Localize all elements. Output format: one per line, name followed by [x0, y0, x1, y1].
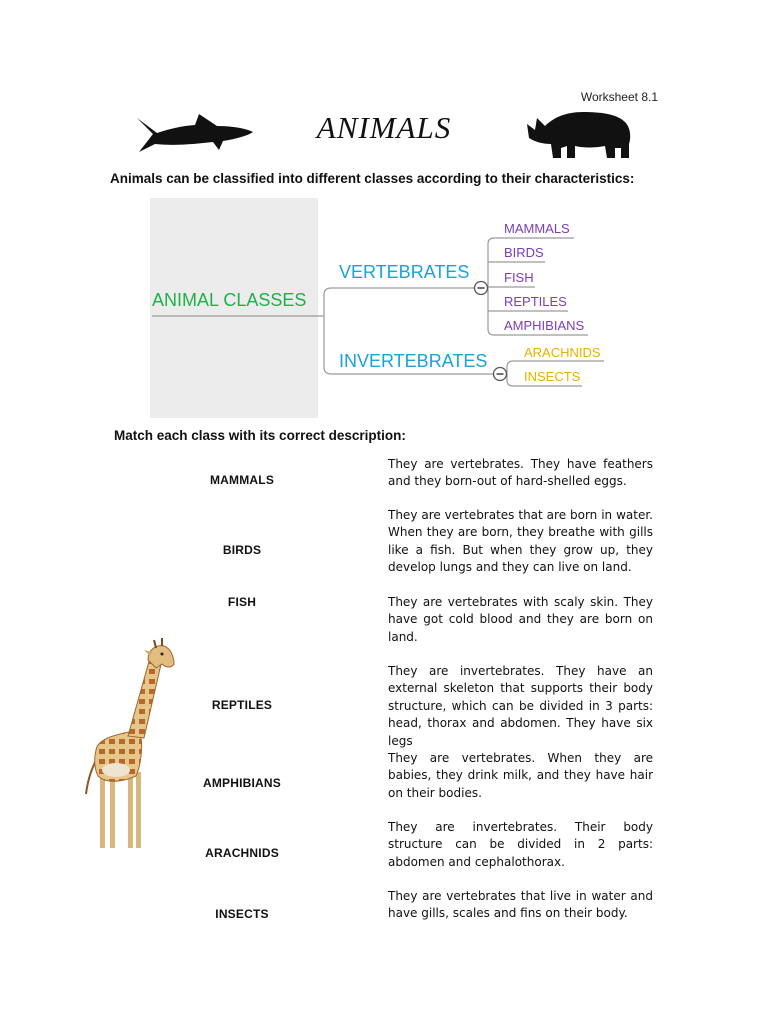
page-title: ANIMALS — [316, 110, 452, 145]
description-2: They are vertebrates that are born in water. When they are born, they breathe with gills like a fish. But when they grow up, they develop lungs and they can live on land. — [388, 508, 653, 575]
mindmap-leaf-amphibians: AMPHIBIANS — [504, 318, 585, 333]
class-label-fish: FISH — [227, 595, 257, 609]
description-3: They are vertebrates with scaly skin. They have got cold blood and they are born on land. — [388, 595, 653, 644]
mindmap-vertebrates-label: VERTEBRATES — [339, 262, 470, 282]
mindmap-root-label: ANIMAL CLASSES — [152, 290, 307, 310]
class-label-insects: INSECTS — [215, 907, 269, 921]
class-label-arachnids: ARACHNIDS — [205, 846, 279, 860]
class-label-mammals: MAMMALS — [209, 473, 275, 487]
class-label-amphibians: AMPHIBIANS — [202, 776, 281, 790]
mindmap-leaf-insects: INSECTS — [524, 369, 581, 384]
description-1: They are vertebrates. They have feathers and they born-out of hard-shelled eggs. — [388, 457, 653, 489]
giraffe-illustration — [78, 638, 180, 852]
mindmap-leaf-reptiles: REPTILES — [504, 294, 567, 309]
description-5: They are vertebrates. When they are babies, they drink milk, and they have hair on their bodies. — [388, 751, 653, 800]
description-4: They are invertebrates. They have an external skeleton that supports their body structure, which can be divided in 3 parts: head, thorax and abdomen. They have six legs — [388, 664, 653, 748]
match-instruction: Match each class with its correct description: — [114, 428, 406, 443]
description-6: They are invertebrates. Their body structure can be divided in 2 parts: abdomen and cephalothorax. — [388, 820, 653, 869]
description-7: They are vertebrates that live in water and have gills, scales and fins on their body. — [388, 889, 653, 921]
collapse-vertebrates-icon[interactable] — [475, 282, 488, 295]
mindmap-leaf-mammals: MAMMALS — [504, 221, 570, 236]
class-label-birds: BIRDS — [222, 543, 262, 557]
collapse-invertebrates-icon[interactable] — [494, 368, 507, 381]
mindmap-invertebrates-label: INVERTEBRATES — [339, 351, 488, 371]
mindmap-leaf-birds: BIRDS — [504, 245, 544, 260]
mindmap-leaf-arachnids: ARACHNIDS — [524, 345, 601, 360]
intro-text: Animals can be classified into different classes according to their characteristics: — [110, 171, 635, 186]
worksheet-label: Worksheet 8.1 — [580, 90, 658, 104]
mindmap-leaf-fish: FISH — [504, 270, 534, 285]
class-label-reptiles: REPTILES — [211, 698, 273, 712]
